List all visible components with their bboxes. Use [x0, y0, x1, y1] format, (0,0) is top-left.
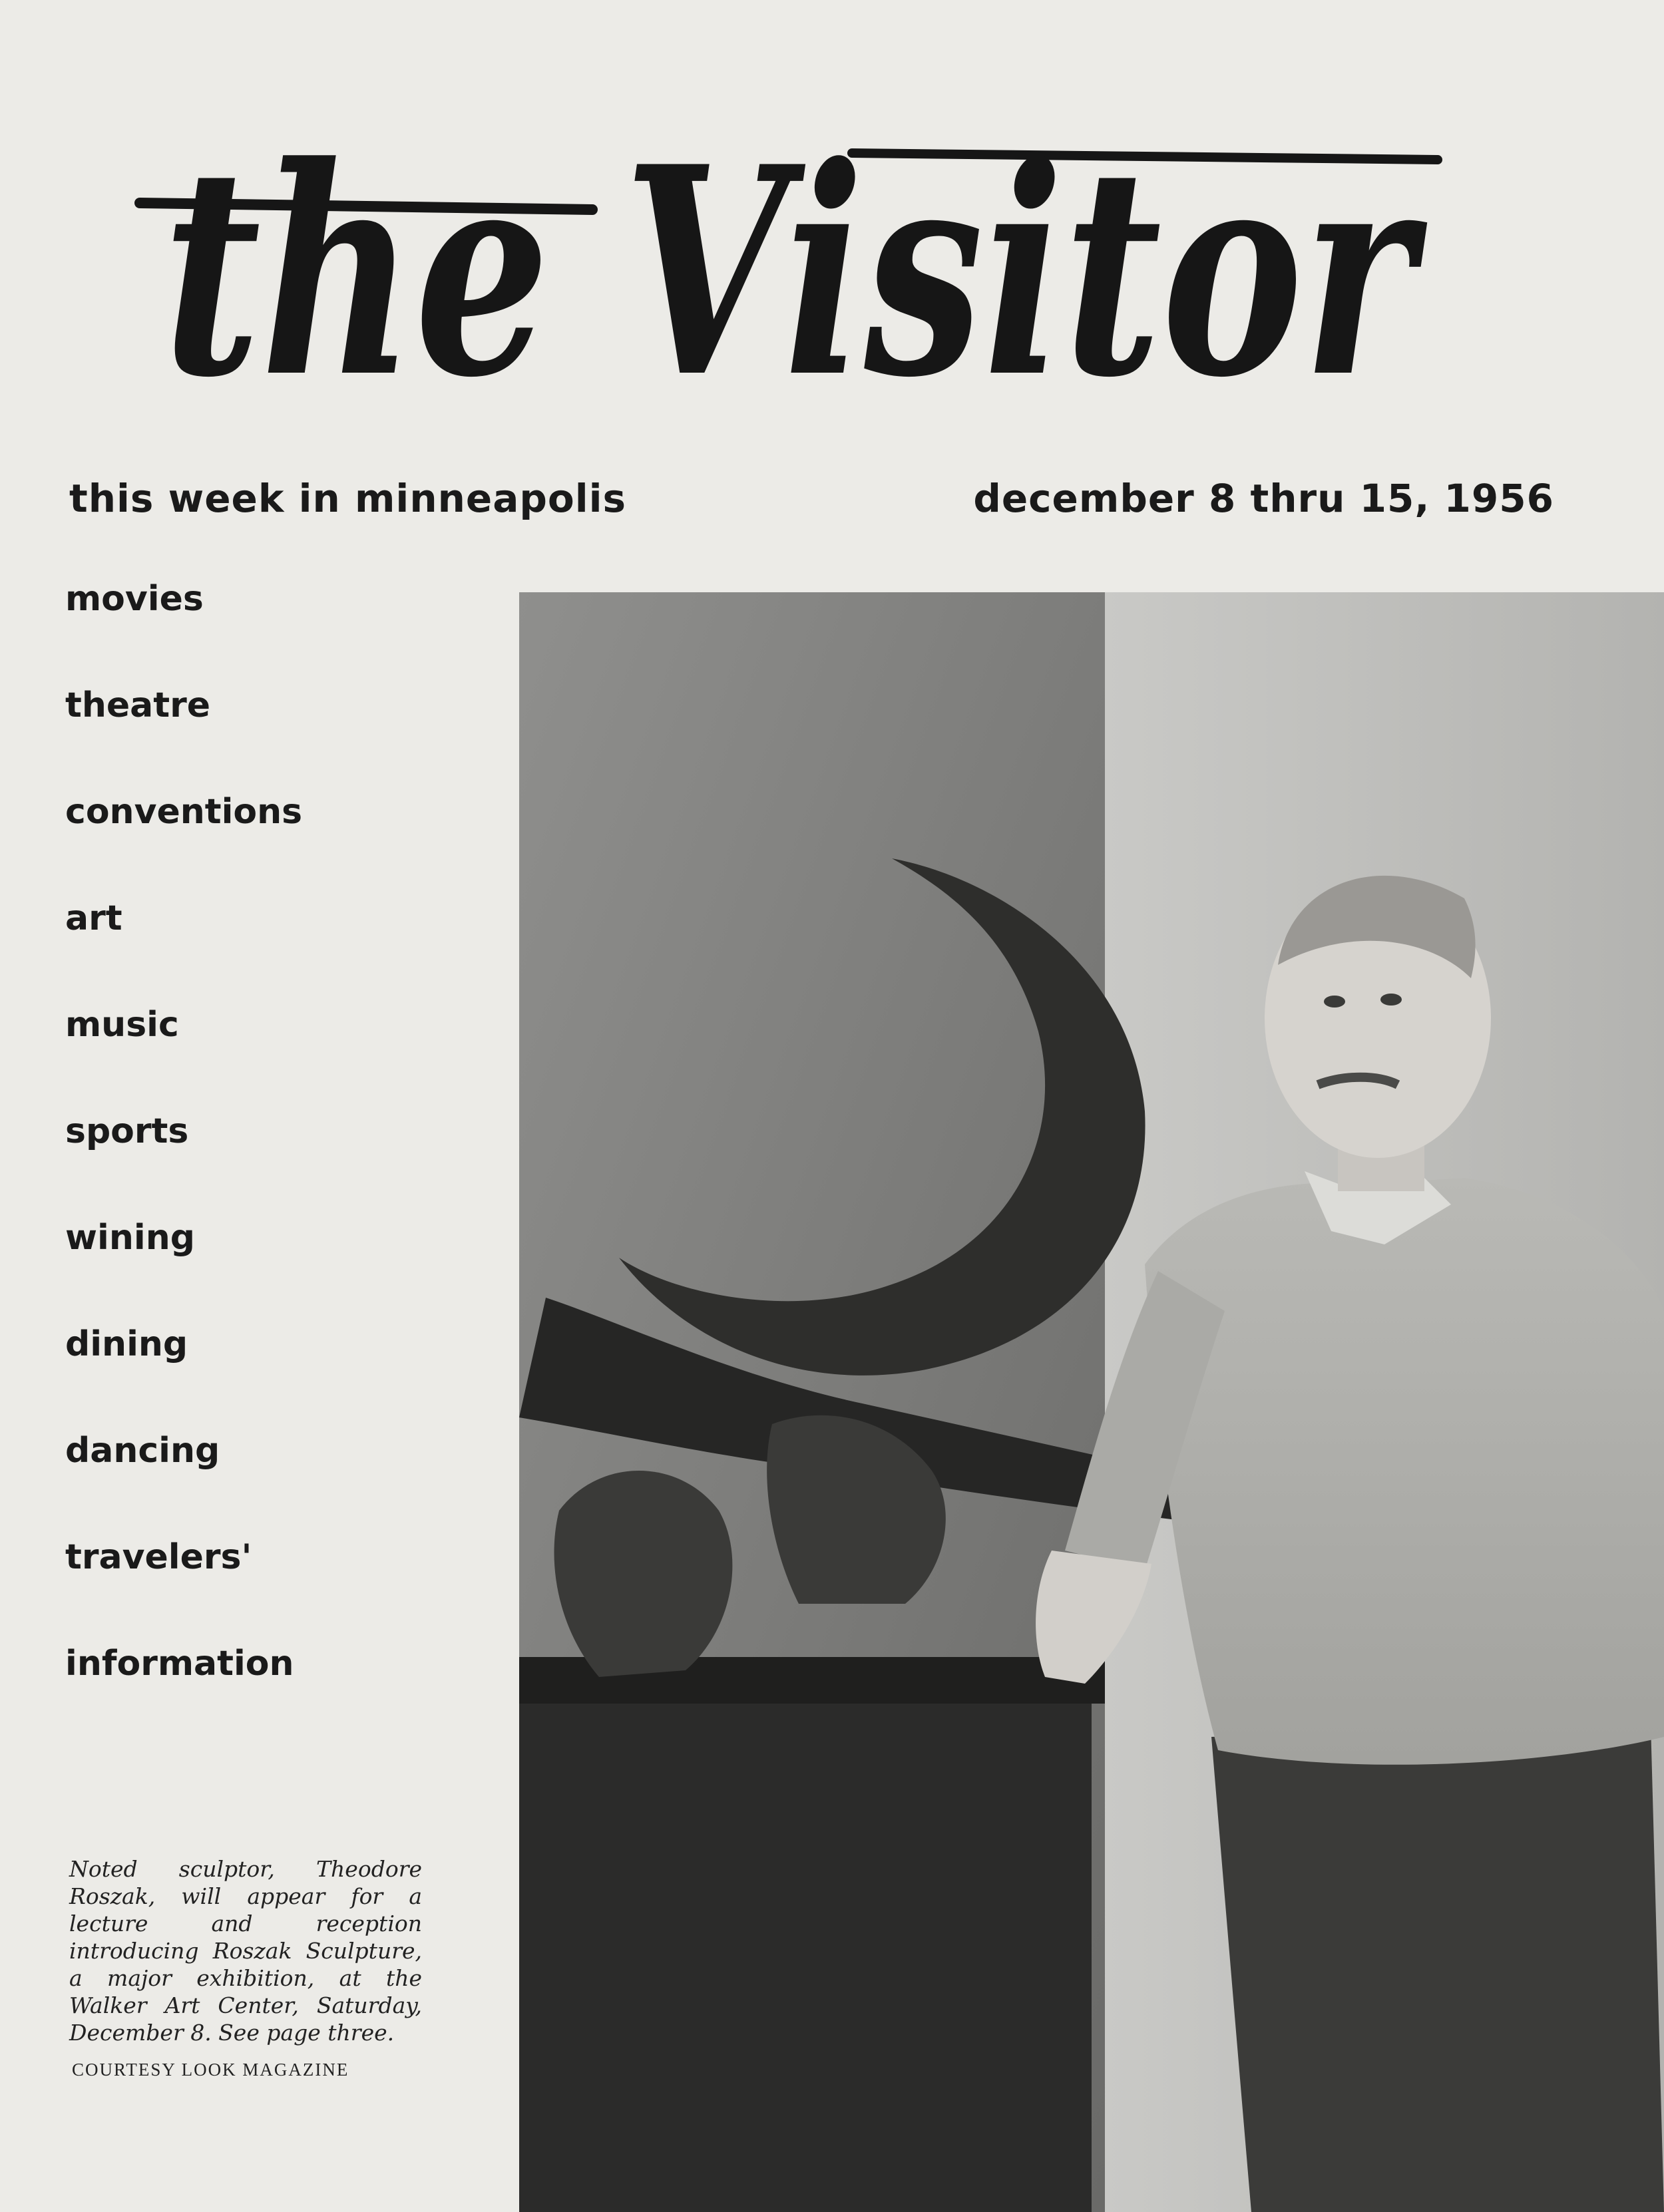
section-list — [65, 579, 438, 1750]
cover-caption: Noted sculptor, Theodore Roszak, will appear for a lecture and reception introducing Roszak Sculpture, a major exhibition, at the Walker Art Center, Saturday, December 8. See page three. — [69, 1856, 422, 2046]
section-wining: wining — [65, 1218, 195, 1258]
cover-photo — [519, 592, 1664, 2212]
masthead-title: the Visitor — [163, 104, 1429, 441]
section-sports: sports — [65, 1111, 189, 1151]
masthead-logo — [126, 60, 1451, 459]
section-conventions: conventions — [65, 792, 303, 832]
tagline: this week in minneapolis — [69, 476, 627, 521]
section-theatre: theatre — [65, 685, 211, 725]
section-dancing: dancing — [65, 1431, 220, 1471]
section-movies: movies — [65, 579, 204, 619]
section-art: art — [65, 898, 122, 938]
section-dining: dining — [65, 1324, 188, 1364]
issue-dates: december 8 thru 15, 1956 — [973, 476, 1554, 521]
photo-credit: COURTESY LOOK MAGAZINE — [72, 2060, 349, 2080]
section-travelers: travelers' — [65, 1537, 252, 1577]
section-music: music — [65, 1005, 179, 1045]
section-information: information — [65, 1644, 294, 1684]
